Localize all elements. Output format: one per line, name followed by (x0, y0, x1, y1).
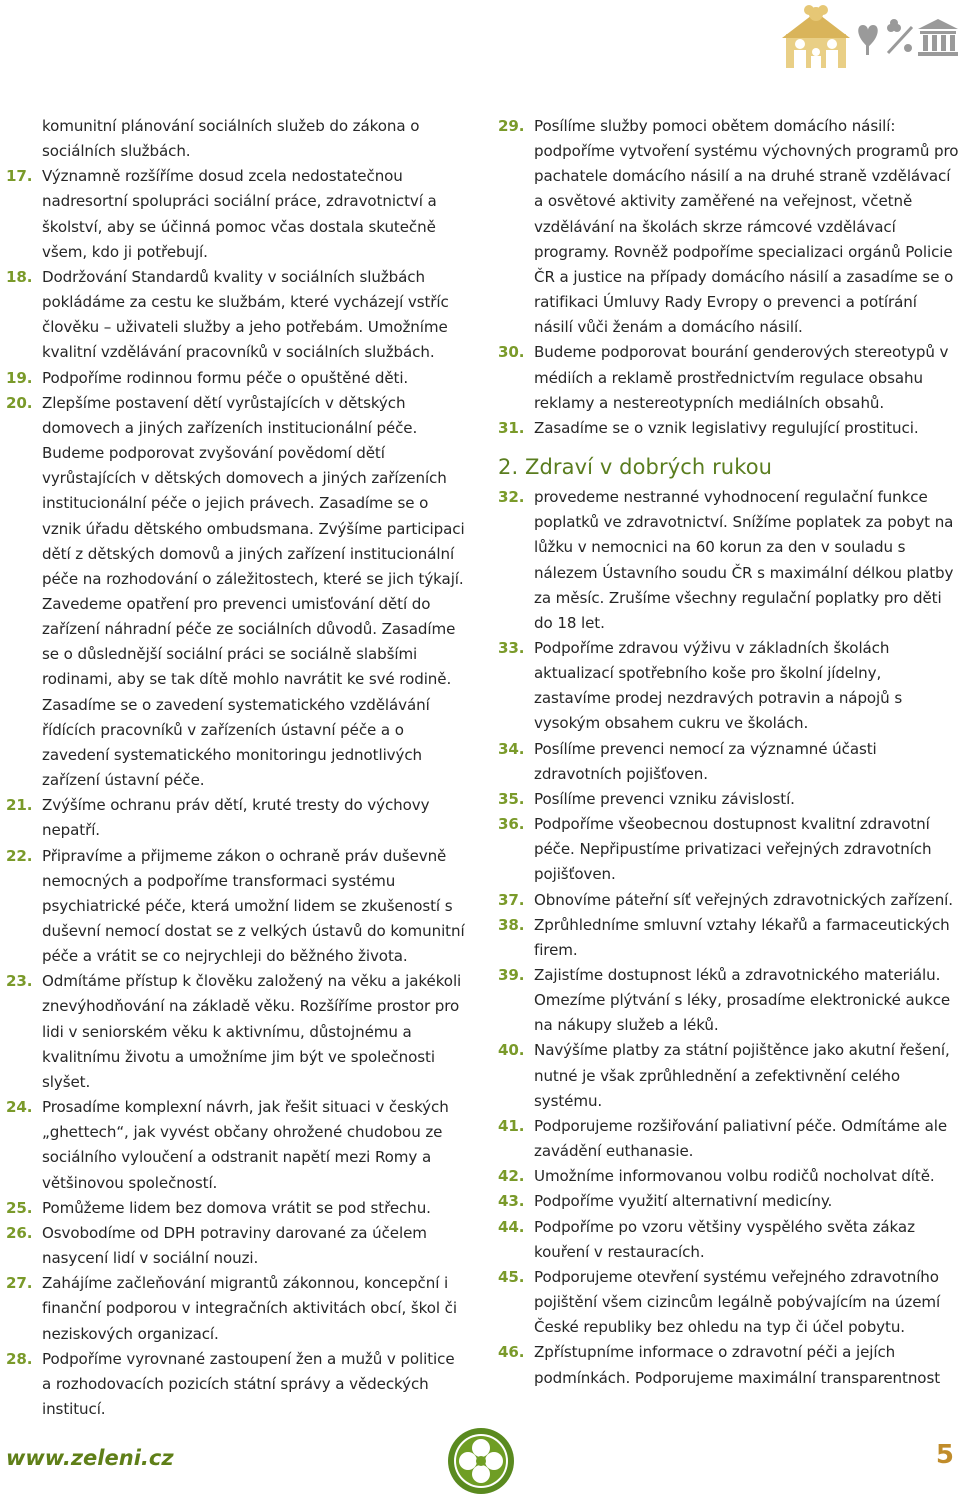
item-text: Zahájíme začleňování migrantů zákonnou, koncepční i finanční podporou v integračních aktivitách obcí, škol či neziskových organizací. (42, 1274, 457, 1343)
item-number: 36. (498, 815, 525, 834)
list-item (498, 1189, 960, 1214)
list-item (498, 340, 960, 415)
list-item (6, 793, 468, 843)
list-item (498, 416, 960, 441)
list-item (498, 1114, 960, 1164)
list-item (6, 844, 468, 970)
item-text: Zpřístupníme informace o zdravotní péči a jejích podmínkách. Podporujeme maximální transparentnost (534, 1343, 941, 1387)
item-number: 24. (6, 1098, 33, 1117)
item-number: 18. (6, 267, 33, 286)
item-number: 28. (6, 1349, 33, 1368)
item-text: Podpoříme po vzoru většiny vyspělého světa zákaz kouření v restauracích. (534, 1217, 915, 1261)
header-icons (778, 4, 960, 70)
item-text: Umožníme informovanou volbu rodičů nocholvat dítě. (534, 1167, 935, 1186)
item-number: 35. (498, 789, 525, 808)
left-column (6, 114, 468, 1422)
item-text: Podpoříme využití alternativní medicíny. (534, 1192, 833, 1211)
list-item (6, 1347, 468, 1422)
item-number: 30. (498, 343, 525, 362)
item-number: 20. (6, 393, 33, 412)
list-item (498, 1215, 960, 1265)
list-item (498, 485, 960, 636)
list-item (6, 1221, 468, 1271)
section-heading: 2. Zdraví v dobrých rukou (498, 455, 773, 480)
page-number: 5 (935, 1440, 954, 1470)
item-number: 34. (498, 739, 525, 758)
item-text: Odmítáme přístup k člověku založený na věku a jakékoli znevýhodňování na základě věku. Rozšíříme prostor pro lidi v seniorském věku k aktivnímu, důstojnému a kvalitnímu životu a umožníme jim být ve společnosti slyšet. (42, 972, 462, 1091)
item-text: Prosadíme komplexní návrh, jak řešit situaci v českých „ghettech“, jak vyvést občany ohrožené chudobou ze sociálního vyloučení a odstranit napětí mezi Romy a většinovou společností. (42, 1098, 449, 1192)
item-number: 43. (498, 1192, 525, 1211)
list-item (6, 969, 468, 1095)
item-number: 39. (498, 966, 525, 984)
item-text: Podporujeme rozšiřování paliativní péče. Odmítáme ale zavádění euthanasie. (534, 1116, 948, 1161)
item-text: Podpoříme vyrovnané zastoupení žen a mužů v politice a rozhodovacích pozicích státní správy a vědeckých institucí. (42, 1349, 455, 1418)
institution-icon (916, 17, 960, 57)
item-number: 45. (498, 1267, 525, 1286)
item-text: Obnovíme páteřní síť veřejných zdravotnických zařízení. (534, 890, 953, 909)
item-number: 17. (6, 167, 33, 186)
item-text: Zvýšíme ochranu práv dětí, kruté tresty do výchovy nepatří. (42, 796, 430, 840)
item-text: Pomůžeme lidem bez domova vrátit se pod střechu. (42, 1198, 431, 1217)
clover-logo-icon (446, 1426, 516, 1496)
item-number: 27. (6, 1274, 33, 1293)
item-number: 42. (498, 1167, 525, 1186)
item-text: Významně rozšíříme dosud zcela nedostatečnou nadresortní spolupráci sociální práce, zdravotnictví a školství, aby se účinná pomoc včas dostala skutečně všem, kdo ji potřebují. (42, 167, 437, 261)
list-item (6, 1271, 468, 1346)
item-text: Podporujeme otevření systému veřejného zdravotního pojištění všem cizincům legálně pobývajícím na území České republiky bez ohledu na typ či účel pobytu. (534, 1267, 941, 1337)
right-column (498, 114, 960, 1391)
list-item (498, 636, 960, 737)
list-item (498, 1038, 960, 1113)
list-item (6, 1196, 468, 1221)
list-item (498, 1164, 960, 1189)
heart-icon (854, 17, 882, 57)
list-item (6, 164, 468, 265)
right-items-list-b (498, 485, 960, 1391)
family-house-icon (778, 4, 854, 70)
item-text: Navýšíme platby za státní pojištěnce jako akutní řešení, nutné je však zprůhlednění a zefektivnění celého systému. (534, 1041, 950, 1110)
continuation-text: komunitní plánování sociálních služeb do zákona o sociálních službách. (42, 117, 420, 161)
right-items-list-a (498, 114, 960, 441)
item-number: 26. (6, 1223, 33, 1242)
item-text: Posílíme služby pomoci obětem domácího násilí: podpoříme vytvoření systému výchovných programů pro pachatele domácího násilí a na druhé straně vzdělávací a osvětové aktivity zaměřené na veřejnost, včetně vzdělávání na školách skrze rámcové vzdělávací programy. Rovněž podpoříme specializaci orgánů Policie ČR a justice na případy domácího násilí a zasadíme se o ratifikaci Úmluvy Rady Evropy o prevenci a potírání násilí vůči ženám a domácího násilí. (534, 117, 959, 337)
item-text: Posílíme prevenci vzniku závislostí. (534, 789, 795, 808)
list-item (6, 1095, 468, 1196)
footer-url[interactable]: www.zeleni.cz (6, 1446, 174, 1470)
item-text: Posílíme prevenci nemocí za významné účasti zdravotních pojišťoven. (534, 739, 877, 783)
item-number: 44. (498, 1217, 525, 1236)
left-items-list (6, 164, 468, 1422)
item-number: 19. (6, 368, 33, 387)
item-number: 22. (6, 846, 33, 865)
item-text: Podpoříme všeobecnou dostupnost kvalitní zdravotní péče. Nepřipustíme privatizaci veřejných zdravotních pojišťoven. (534, 815, 932, 884)
item-number: 23. (6, 972, 33, 991)
list-item (498, 1340, 960, 1390)
clover-percent-icon (882, 17, 916, 57)
item-text: Osvobodíme od DPH potraviny darované za účelem nasycení lidí v sociální nouzi. (42, 1223, 427, 1268)
item-number: 32. (498, 488, 525, 507)
item-text: provedeme nestranné vyhodnocení regulační funkce poplatků ve zdravotnictví. Snížíme poplatek za pobyt na lůžku v nemocnici na 60 korun za den v souladu s nálezem Ústavního soudu ČR s maximální délkou platby za měsíc. Zrušíme všechny regulační poplatky pro děti do 18 let. (534, 488, 954, 632)
list-item (6, 391, 468, 794)
item-number: 40. (498, 1041, 525, 1060)
list-item (6, 366, 468, 391)
list-item (498, 737, 960, 787)
item-text: Podpoříme zdravou výživu v základních školách aktualizací spotřebního koše pro školní jídelny, zastavíme prodej nezdravých potravin a nápojů s vysokým obsahem cukru ve školách. (534, 638, 903, 733)
item-text: Dodržování Standardů kvality v sociálních službách pokládáme za cestu ke službám, které vycházejí vstříc člověku – uživateli služby a jeho potřebám. Umožníme kvalitní vzdělávání pracovníků v sociálních službách. (42, 267, 449, 362)
item-text: Zajistíme dostupnost léků a zdravotnického materiálu. Omezíme plýtvání s léky, prosadíme elektronické aukce na nákupy služeb a léků. (534, 966, 951, 1035)
item-text: Připravíme a přijmeme zákon o ochraně práv duševně nemocných a podpoříme transformaci systému psychiatrické péče, která umožní lidem se zkušeností s duševní nemocí dostat se z velkých ústavů do komunitní péče a vrátit se co nejrychleji do běžného života. (42, 846, 465, 966)
item-text: Podpoříme rodinnou formu péče o opuštěné děti. (42, 368, 409, 387)
item-text: Zasadíme se o vznik legislativy regulující prostituci. (534, 418, 919, 437)
list-item (498, 913, 960, 963)
list-item (498, 963, 960, 1038)
item-text: Zlepšíme postavení dětí vyrůstajících v dětských domovech a jiných zařízeních institucionální péče. Budeme podporovat zvyšování povědomí dětí vyrůstajících v dětských domovech a jiných zařízeních institucionální péče o jejich právech. Zasadíme se o vznik úřadu dětského ombudsmana. Zvýšíme participaci dětí z dětských domovů a jiných zařízení institucionální péče na rozhodování o záležitostech, které se jich týkají. Zavedeme opatření pro prevenci umisťování dětí do zařízení náhradní péče ze sociálních důvodů. Zasadíme se o důslednější sociální práci se sociálně slabšími rodinami, aby se tak dítě mohlo navrátit ke své rodině. Zasadíme se o zavedení systematického vzdělávání řídících pracovníků v zařízeních ústavní péče a o zavedení systematického monitoringu jednotlivých zařízení ústavní péče. (42, 393, 465, 790)
item-text: Zprůhledníme smluvní vztahy lékařů a farmaceutických firem. (534, 915, 950, 959)
item-number: 41. (498, 1116, 525, 1135)
item-number: 37. (498, 890, 525, 909)
item-number: 31. (498, 418, 525, 437)
item-number: 33. (498, 638, 525, 657)
item-number: 29. (498, 117, 525, 135)
item-number: 21. (6, 796, 33, 815)
item-number: 25. (6, 1198, 33, 1217)
list-item (498, 1265, 960, 1340)
list-item (498, 114, 960, 340)
item-number: 46. (498, 1343, 525, 1362)
list-item (498, 812, 960, 887)
list-item (6, 265, 468, 366)
item-text: Budeme podporovat bourání genderových stereotypů v médiích a reklamě prostřednictvím regulace obsahu reklamy a nestereotypních mediálních obsahů. (534, 343, 949, 412)
list-item (498, 787, 960, 812)
list-item (498, 888, 960, 913)
item-number: 38. (498, 915, 525, 934)
